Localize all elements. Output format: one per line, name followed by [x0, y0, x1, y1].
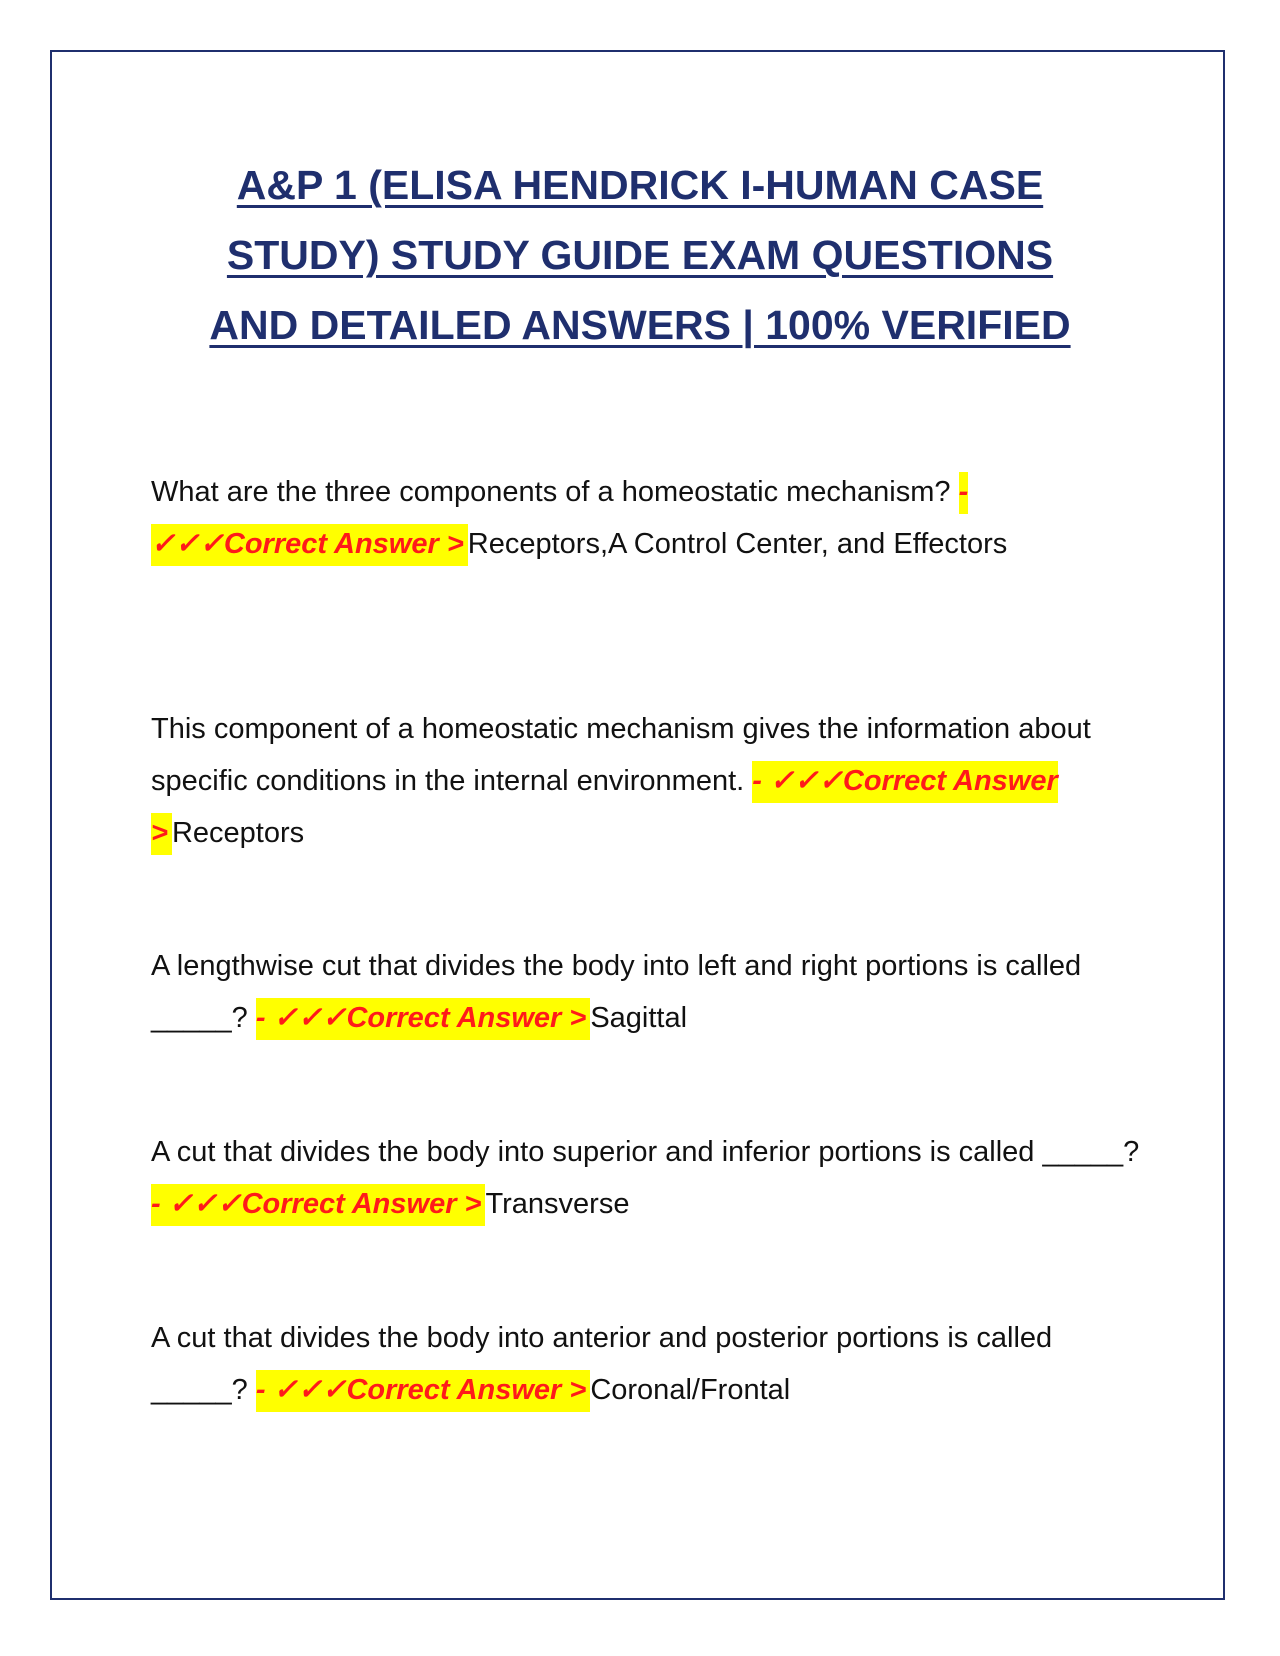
title-line: AND DETAILED ANSWERS | 100% VERIFIED: [209, 302, 1071, 348]
title-line: A&P 1 (ELISA HENDRICK I-HUMAN CASE: [236, 162, 1044, 208]
answer: Coronal/Frontal: [590, 1374, 791, 1406]
answer: Sagittal: [590, 1002, 688, 1034]
question: A lengthwise cut that divides the body into left and right portions is called _____?: [151, 950, 1082, 1034]
answer: Receptors,A Control Center, and Effectors: [467, 528, 1008, 560]
correct-answer-marker: - ✓✓✓Correct Answer >: [256, 998, 590, 1040]
qa-item: [151, 466, 1141, 570]
document-title: [100, 150, 1180, 360]
answer: Receptors: [171, 817, 305, 849]
question: A cut that divides the body into superior and inferior portions is called _____?: [151, 1136, 1140, 1168]
correct-answer-marker: - ✓✓✓Correct Answer >: [151, 761, 1058, 855]
question: What are the three components of a homeostatic mechanism?: [151, 476, 951, 508]
question: A cut that divides the body into anterior and posterior portions is called _____?: [151, 1322, 1053, 1406]
qa-item: [151, 1126, 1141, 1230]
correct-answer-marker: - ✓✓✓Correct Answer >: [256, 1370, 590, 1412]
answer: Transverse: [485, 1188, 630, 1220]
qa-item: [151, 940, 1141, 1044]
correct-answer-marker: - ✓✓✓Correct Answer >: [151, 1184, 485, 1226]
title-line: STUDY) STUDY GUIDE EXAM QUESTIONS: [226, 232, 1054, 278]
question: This component of a homeostatic mechanism gives the information about specific conditions in the internal environment.: [151, 713, 1091, 797]
correct-answer-marker: - ✓✓✓Correct Answer >: [151, 472, 968, 566]
qa-item: [151, 1312, 1141, 1416]
qa-item: [151, 703, 1141, 859]
